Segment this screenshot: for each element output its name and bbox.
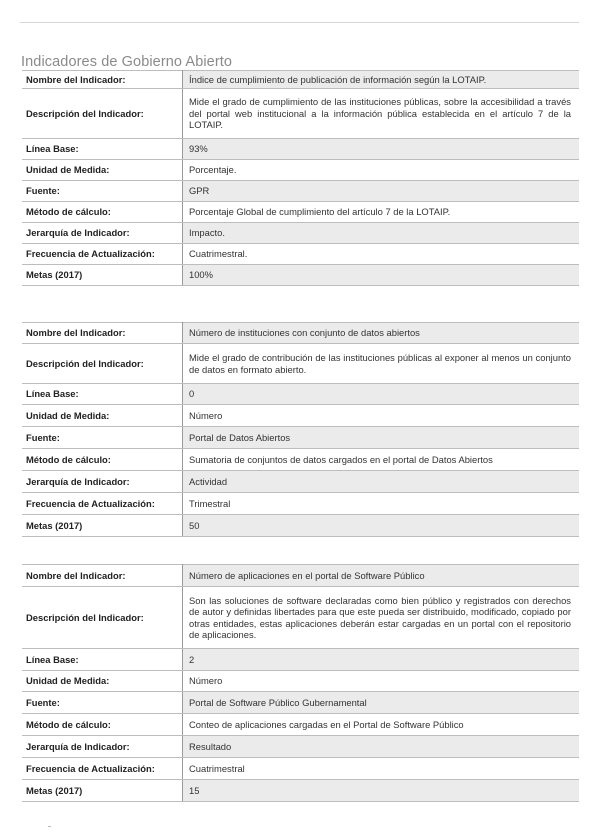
label-unit: Unidad de Medida: [22, 160, 183, 181]
label-description: Descripción del Indicador: [22, 89, 183, 139]
value-frequency: Cuatrimestral. [183, 244, 580, 265]
label-frequency: Frecuencia de Actualización: [22, 244, 183, 265]
value-goal: 100% [183, 265, 580, 286]
value-name: Índice de cumplimiento de publicación de información según la LOTAIP. [183, 71, 580, 89]
row-source [22, 181, 579, 202]
row-name [22, 71, 579, 89]
value-unit: Porcentaje. [183, 160, 580, 181]
value-unit: Número [183, 405, 580, 427]
row-frequency [22, 244, 579, 265]
value-hierarchy: Impacto. [183, 223, 580, 244]
row-description [22, 344, 579, 384]
label-goal: Metas (2017) [22, 780, 183, 802]
indicator-table-2 [22, 322, 579, 537]
value-method: Porcentaje Global de cumplimiento del artículo 7 de la LOTAIP. [183, 202, 580, 223]
row-source [22, 692, 579, 714]
label-unit: Unidad de Medida: [22, 671, 183, 692]
value-goal: 50 [183, 515, 580, 537]
label-hierarchy: Jerarquía de Indicador: [22, 223, 183, 244]
label-method: Método de cálculo: [22, 202, 183, 223]
value-source: Portal de Software Público Gubernamental [183, 692, 580, 714]
page-title: Indicadores de Gobierno Abierto [21, 53, 233, 70]
indicator-table-3 [22, 564, 579, 802]
value-hierarchy: Resultado [183, 736, 580, 758]
row-hierarchy [22, 471, 579, 493]
row-unit [22, 671, 579, 692]
value-method: Conteo de aplicaciones cargadas en el Portal de Software Público [183, 714, 580, 736]
label-unit: Unidad de Medida: [22, 405, 183, 427]
row-method [22, 714, 579, 736]
label-source: Fuente: [22, 427, 183, 449]
value-method: Sumatoria de conjuntos de datos cargados en el portal de Datos Abiertos [183, 449, 580, 471]
label-source: Fuente: [22, 181, 183, 202]
value-source: Portal de Datos Abiertos [183, 427, 580, 449]
label-baseline: Línea Base: [22, 139, 183, 160]
row-name [22, 323, 579, 344]
row-unit [22, 160, 579, 181]
label-description: Descripción del Indicador: [22, 344, 183, 384]
label-name: Nombre del Indicador: [22, 565, 183, 587]
value-goal: 15 [183, 780, 580, 802]
label-description: Descripción del Indicador: [22, 587, 183, 649]
label-name: Nombre del Indicador: [22, 71, 183, 89]
label-frequency: Frecuencia de Actualización: [22, 758, 183, 780]
indicator-table-1 [22, 70, 579, 286]
row-description [22, 89, 579, 139]
label-baseline: Línea Base: [22, 384, 183, 405]
row-unit [22, 405, 579, 427]
row-baseline [22, 384, 579, 405]
row-name [22, 565, 579, 587]
row-frequency [22, 493, 579, 515]
value-baseline: 0 [183, 384, 580, 405]
label-name: Nombre del Indicador: [22, 323, 183, 344]
label-method: Método de cálculo: [22, 449, 183, 471]
row-goal [22, 265, 579, 286]
row-hierarchy [22, 223, 579, 244]
value-baseline: 2 [183, 649, 580, 671]
row-goal [22, 515, 579, 537]
row-goal [22, 780, 579, 802]
label-hierarchy: Jerarquía de Indicador: [22, 471, 183, 493]
row-hierarchy [22, 736, 579, 758]
row-method [22, 202, 579, 223]
label-frequency: Frecuencia de Actualización: [22, 493, 183, 515]
label-method: Método de cálculo: [22, 714, 183, 736]
label-goal: Metas (2017) [22, 265, 183, 286]
label-baseline: Línea Base: [22, 649, 183, 671]
value-baseline: 93% [183, 139, 580, 160]
value-description: Mide el grado de cumplimiento de las instituciones públicas, sobre la accesibilidad a través del portal web institucional a la información pública establecida en el artículo 7 de la LOTAIP. [183, 89, 580, 139]
value-frequency: Cuatrimestral [183, 758, 580, 780]
value-name: Número de aplicaciones en el portal de Software Público [183, 565, 580, 587]
label-source: Fuente: [22, 692, 183, 714]
label-goal: Metas (2017) [22, 515, 183, 537]
value-hierarchy: Actividad [183, 471, 580, 493]
value-name: Número de instituciones con conjunto de datos abiertos [183, 323, 580, 344]
row-baseline [22, 139, 579, 160]
value-description: Son las soluciones de software declaradas como bien público y registrados con derechos de autor y definidas libertades para que este pueda ser distribuido, modificado, copiado por otras entidades, estas aplicaciones deberán estar cargadas en un portal con el repositorio de aplicaciones. [183, 587, 580, 649]
value-source: GPR [183, 181, 580, 202]
row-description [22, 587, 579, 649]
value-description: Mide el grado de contribución de las instituciones públicas al exponer al menos un conjunto de datos en formato abierto. [183, 344, 580, 384]
row-source [22, 427, 579, 449]
scan-mark [48, 826, 51, 827]
label-hierarchy: Jerarquía de Indicador: [22, 736, 183, 758]
row-baseline [22, 649, 579, 671]
value-unit: Número [183, 671, 580, 692]
row-method [22, 449, 579, 471]
top-rule [20, 22, 579, 23]
value-frequency: Trimestral [183, 493, 580, 515]
row-frequency [22, 758, 579, 780]
